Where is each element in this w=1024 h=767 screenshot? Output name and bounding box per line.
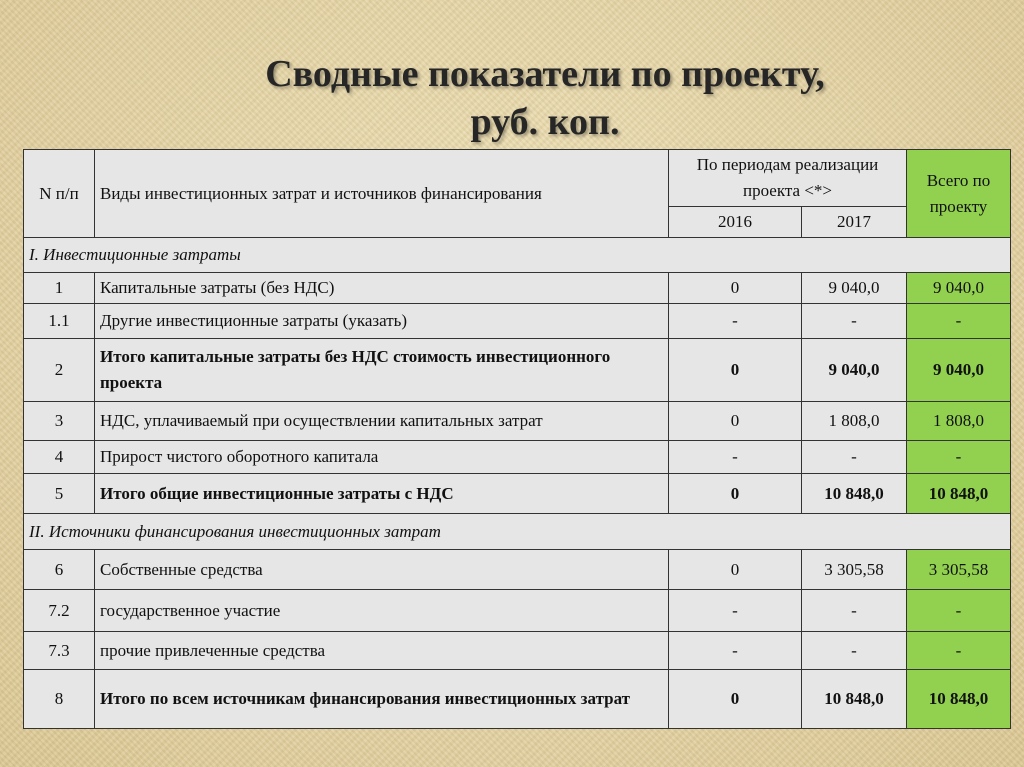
- row-name: Капитальные затраты (без НДС): [95, 273, 669, 304]
- table-row: [24, 273, 1011, 304]
- section-invest-title: I. Инвестиционные затраты: [24, 238, 1011, 273]
- header-year-2017: 2017: [802, 207, 907, 238]
- row-value-2016: 0: [669, 402, 802, 441]
- row-name: Собственные средства: [95, 550, 669, 590]
- row-num: 1.1: [24, 304, 95, 339]
- section-sources-title: II. Источники финансирования инвестиционных затрат: [24, 514, 1011, 550]
- section-row: [24, 514, 1011, 550]
- row-num: 1: [24, 273, 95, 304]
- title-line-1: Сводные показатели по проекту,: [265, 53, 825, 95]
- table-header-row: [24, 150, 1011, 207]
- row-num: 5: [24, 474, 95, 514]
- row-value-2016: -: [669, 304, 802, 339]
- table-row: [24, 304, 1011, 339]
- row-value-2017: -: [802, 632, 907, 670]
- row-value-2017: 3 305,58: [802, 550, 907, 590]
- row-value-2017: 10 848,0: [802, 474, 907, 514]
- header-name: Виды инвестиционных затрат и источников финансирования: [95, 150, 669, 238]
- header-num: N п/п: [24, 150, 95, 238]
- row-value-total: 1 808,0: [907, 402, 1011, 441]
- page-title: [130, 50, 960, 146]
- row-value-2017: -: [802, 304, 907, 339]
- row-value-2017: 9 040,0: [802, 273, 907, 304]
- row-name: Итого капитальные затраты без НДС стоимость инвестиционного проекта: [95, 339, 669, 402]
- row-value-total: 10 848,0: [907, 670, 1011, 729]
- header-year-2016: 2016: [669, 207, 802, 238]
- row-value-total: 3 305,58: [907, 550, 1011, 590]
- row-value-total: -: [907, 632, 1011, 670]
- row-value-2016: 0: [669, 474, 802, 514]
- row-num: 7.2: [24, 590, 95, 632]
- row-value-2016: 0: [669, 550, 802, 590]
- row-name: государственное участие: [95, 590, 669, 632]
- row-num: 6: [24, 550, 95, 590]
- row-num: 4: [24, 441, 95, 474]
- row-name: Прирост чистого оборотного капитала: [95, 441, 669, 474]
- row-value-2017: -: [802, 590, 907, 632]
- row-value-total: -: [907, 441, 1011, 474]
- row-name: прочие привлеченные средства: [95, 632, 669, 670]
- row-value-2016: -: [669, 441, 802, 474]
- row-value-2016: -: [669, 632, 802, 670]
- row-num: 2: [24, 339, 95, 402]
- table-row: [24, 339, 1011, 402]
- row-value-2017: 1 808,0: [802, 402, 907, 441]
- row-name: НДС, уплачиваемый при осуществлении капитальных затрат: [95, 402, 669, 441]
- row-name: Итого по всем источникам финансирования инвестиционных затрат: [95, 670, 669, 729]
- row-value-total: -: [907, 304, 1011, 339]
- row-value-2016: 0: [669, 273, 802, 304]
- row-name: Итого общие инвестиционные затраты с НДС: [95, 474, 669, 514]
- row-value-2016: 0: [669, 339, 802, 402]
- row-name: Другие инвестиционные затраты (указать): [95, 304, 669, 339]
- table-row: [24, 550, 1011, 590]
- row-value-total: 9 040,0: [907, 273, 1011, 304]
- row-num: 3: [24, 402, 95, 441]
- row-value-2016: -: [669, 590, 802, 632]
- row-value-total: 9 040,0: [907, 339, 1011, 402]
- table-row: [24, 474, 1011, 514]
- table-row: [24, 441, 1011, 474]
- row-num: 7.3: [24, 632, 95, 670]
- table-row: [24, 670, 1011, 729]
- row-value-2017: 10 848,0: [802, 670, 907, 729]
- summary-table: [23, 149, 1011, 729]
- row-value-2016: 0: [669, 670, 802, 729]
- row-value-2017: -: [802, 441, 907, 474]
- header-periods: По периодам реализации проекта <*>: [669, 150, 907, 207]
- table-row: [24, 402, 1011, 441]
- row-value-total: -: [907, 590, 1011, 632]
- title-line-2: руб. коп.: [470, 101, 620, 143]
- row-value-2017: 9 040,0: [802, 339, 907, 402]
- section-row: [24, 238, 1011, 273]
- row-num: 8: [24, 670, 95, 729]
- table-row: [24, 590, 1011, 632]
- table-row: [24, 632, 1011, 670]
- row-value-total: 10 848,0: [907, 474, 1011, 514]
- header-total: Всего по проекту: [907, 150, 1011, 238]
